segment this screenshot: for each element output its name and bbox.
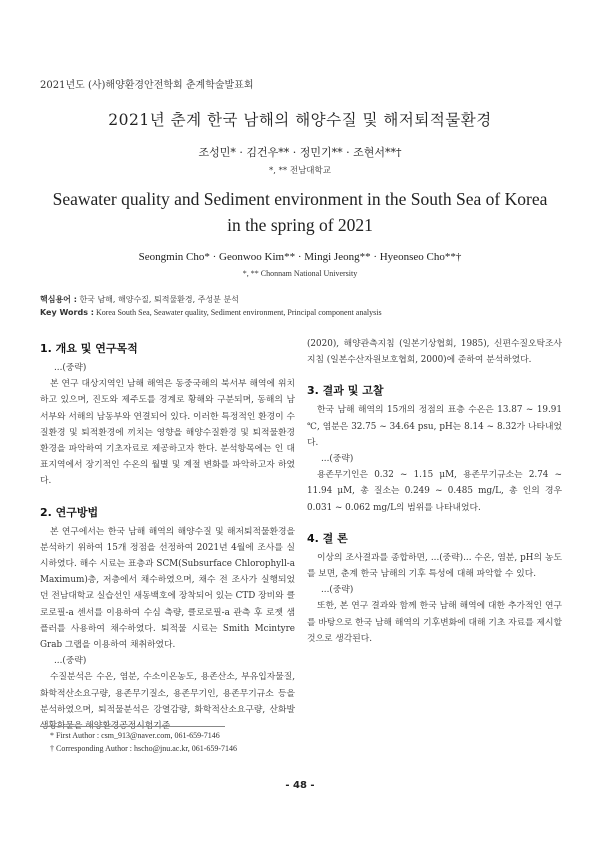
conference-header: 2021년도 (사)해양환경안전학회 춘계학술발표회: [40, 80, 254, 91]
keywords-english-label: Key Words :: [40, 308, 94, 317]
keywords-english-text: Korea South Sea, Seawater quality, Sediment environment, Principal component analysis: [95, 308, 382, 317]
section-2-heading: 2. 연구방법: [40, 505, 99, 519]
affiliation-korean: *, ** 전남대학교: [269, 166, 331, 176]
title-korean: 2021년 춘계 한국 남해의 해양수질 및 해저퇴적물환경: [108, 111, 492, 129]
title-english-line2: in the spring of 2021: [227, 215, 373, 235]
section-2-paragraph-1: 본 연구에서는 한국 남해 해역의 해양수질 및 해저퇴적물환경을 분석하기 위하여 15개 정점을 선정하여 2021년 4월에 조사를 실시하였다. 해수 시료는 표층과 SCM(Subsurface Chlorophyll-a Maximum)층, 저층에서 채수하였으며, 채수 전 조사가 실행되었던 전남대학교 실습선인 새동백호에 장착되어 있는 CTD 장비와 클로로필-a 센서를 이용하여 수심 측량, 클로로필-a 관측 후 로젯 샘플러를 사용하여 채수하였다. 퇴적물 시료는 Smith Mcintyre Grab 그랩을 이용하여 채취하였다.: [40, 526, 295, 651]
authors-korean: 조성민* · 김건우** · 정민기** · 조현서**†: [198, 146, 402, 159]
section-2-omitted: ...(중략): [54, 656, 87, 667]
section-3-omitted: ...(중략): [321, 454, 354, 465]
section-4-paragraph-1: 이상의 조사결과를 종합하면, ...(중략)... 수온, 염분, pH의 농도를 보면, 춘계 한국 남해의 기후 특성에 대해 파악할 수 있다.: [307, 552, 562, 580]
keywords-korean-text: 한국 남해, 해양수질, 퇴적물환경, 주성분 분석: [79, 295, 239, 304]
section-2-continued: (2020), 해양관측지침 (일본기상협회, 1985), 신편수질오탁조사지침 (일본수산자원보호협회, 2000)에 준하여 분석하였다.: [307, 339, 562, 366]
section-1-omitted: ...(중략): [54, 363, 87, 373]
section-4-paragraph-2: 또한, 본 연구 결과와 함께 한국 남해 해역에 대한 추가적인 연구를 바탕으로 한국 남해 해역의 기후변화에 대해 기초 자료를 제시할 것으로 생각된다.: [307, 601, 562, 644]
section-3-paragraph-2: 용존무기인은 0.32 ~ 1.15 μM, 용존무기규소는 2.74 ~ 11.94 μM, 총 질소는 0.249 ~ 0.485 mg/L, 총 인의 경우 0.031 ~ 0.062 mg/L의 범위를 나타내었다.: [307, 470, 562, 513]
section-4-omitted: ...(중략): [321, 585, 354, 596]
page-number: - 48 -: [285, 780, 315, 791]
title-english-line1: Seawater quality and Sediment environment in the South Sea of Korea: [52, 189, 548, 209]
section-2-paragraph-2: 수질분석은 수온, 염분, 수소이온농도, 용존산소, 부유입자물질, 화학적산소요구량, 용존무기질소, 용존무기인, 용존무기규소 등을 분석하였으며, 퇴적물분석은 강열감량, 화학적산소요구량, 산화발생황화물을 해양환경공정시험기준: [40, 672, 295, 732]
keywords-korean: [40, 294, 560, 305]
right-column: [307, 336, 562, 647]
keywords-english: [40, 308, 560, 317]
authors-english: Seongmin Cho* · Geonwoo Kim** · Mingi Jeong** · Hyeonseo Cho**†: [138, 251, 462, 263]
section-1-paragraph: 본 연구 대상지역인 남해 해역은 동중국해의 북서부 해역에 위치하고 있으며, 진도와 제주도를 경계로 황해와 구분되며, 동해의 남서부와 서해의 남동부와 연결되어 있다. 이러한 특정적인 환경이 수질환경 및 퇴적환경에 끼치는 영향을 해양수질환경 및 퇴적물환경 환경을 파악하여 기초자료로 제공하고자 한다. 분석항목에는 인 대표지역에서 장기적인 수온의 월별 및 계절 변화를 파악하고자 하였다.: [40, 379, 295, 487]
section-3-heading: 3. 결과 및 고찰: [307, 384, 384, 398]
section-4-heading: 4. 결 론: [307, 531, 348, 545]
footnote-corresponding-author: † Corresponding Author : hscho@jnu.ac.kr, 061-659-7146: [50, 744, 238, 753]
section-3-paragraph-1: 한국 남해 해역의 15개의 정점의 표층 수온은 13.87 ~ 19.91 ℃, 염분은 32.75 ~ 34.64 psu, pH는 8.14 ~ 8.32가 나타내었다.: [307, 405, 562, 448]
footnote-divider: [40, 726, 225, 727]
left-column: [40, 336, 295, 734]
footnote-first-author: * First Author : csm_913@naver.com, 061-659-7146: [50, 731, 220, 740]
affiliation-english: *, ** Chonnam National University: [242, 269, 358, 278]
title-english: [40, 186, 560, 238]
section-1-heading: 1. 개요 및 연구목적: [40, 342, 138, 355]
keywords-korean-label: 핵심용어 :: [40, 295, 77, 304]
